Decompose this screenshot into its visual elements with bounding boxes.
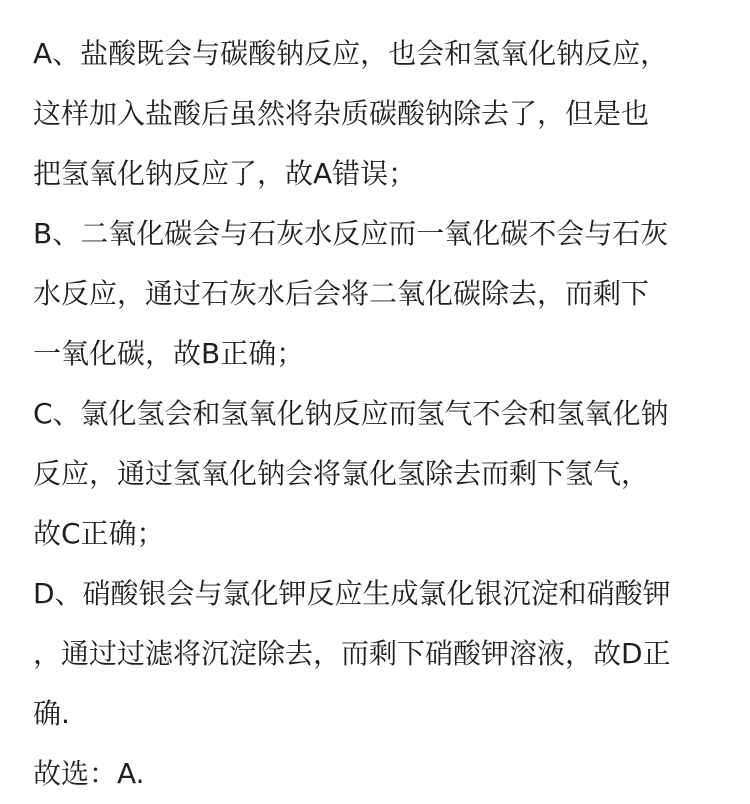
option-a-line-3: 把氢氧化钠反应了，故A错误； bbox=[33, 157, 417, 190]
option-a-line-1: A、盐酸既会与碳酸钠反应，也会和氢氧化钠反应， bbox=[33, 37, 669, 70]
option-c-line-3: 故C正确； bbox=[33, 517, 165, 550]
option-b-line-3: 一氧化碳，故B正确； bbox=[33, 337, 305, 370]
option-d-line-3: 确. bbox=[33, 697, 70, 730]
option-a-line-2: 这样加入盐酸后虽然将杂质碳酸钠除去了，但是也 bbox=[33, 97, 650, 130]
option-c-line-2: 反应，通过氢氧化钠会将氯化氢除去而剩下氢气， bbox=[33, 457, 650, 490]
answer-line: 故选：A. bbox=[33, 757, 145, 790]
option-b-line-1: B、二氧化碳会与石灰水反应而一氧化碳不会与石灰 bbox=[33, 217, 669, 250]
option-b-line-2: 水反应，通过石灰水后会将二氧化碳除去，而剩下 bbox=[33, 277, 650, 310]
option-d-line-2: ，通过过滤将沉淀除去，而剩下硝酸钾溶液，故D正 bbox=[33, 637, 671, 670]
option-d-line-1: D、硝酸银会与氯化钾反应生成氯化银沉淀和硝酸钾 bbox=[33, 577, 671, 610]
option-c-line-1: C、氯化氢会和氢氧化钠反应而氢气不会和氢氧化钠 bbox=[33, 397, 669, 430]
